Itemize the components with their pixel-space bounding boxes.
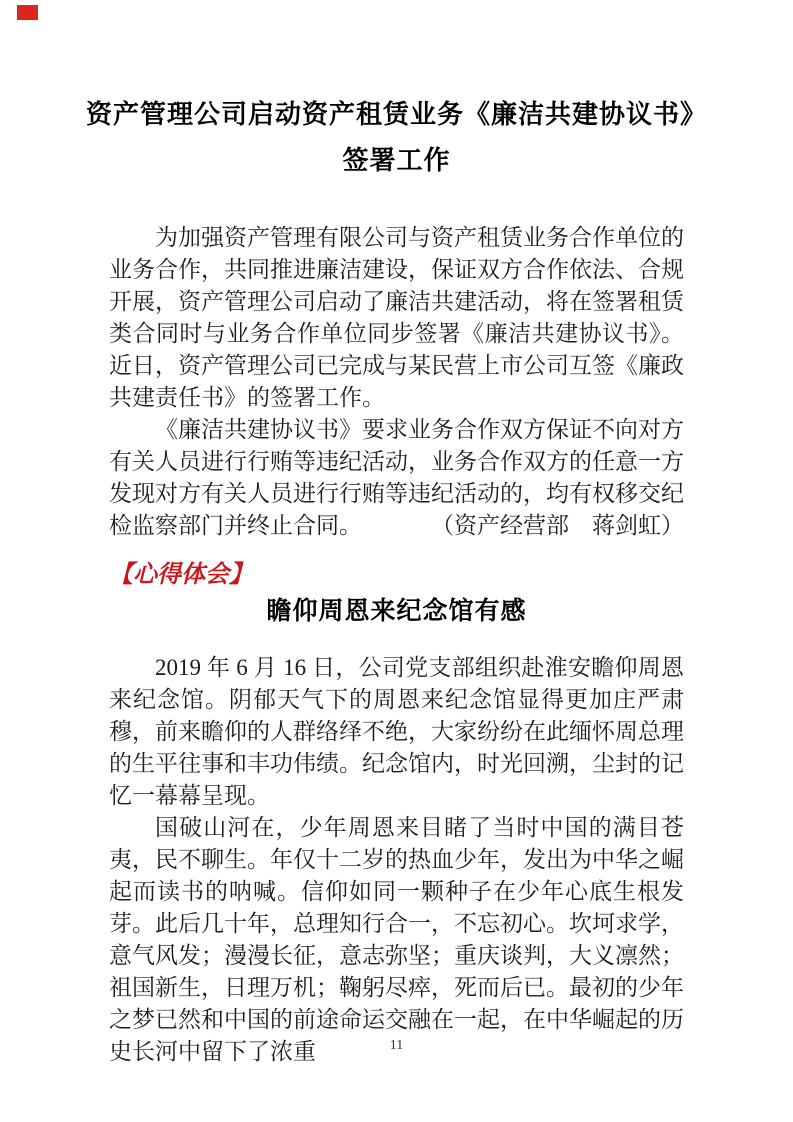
section-paragraph-1: [109, 652, 684, 812]
paragraph-text: 为加强资产管理有限公司与资产租赁业务合作单位的业务合作，共同推进廉洁建设，保证双方合作依法、合规开展，资产管理公司启动了廉洁共建活动，将在签署租赁类合同时与业务合作单位同步签署《廉洁共建协议书》。近日，资产管理公司已完成与某民营上市公司互签《廉政共建责任书》的签署工作。: [109, 225, 684, 410]
paragraph-text: 国破山河在，少年周恩来目睹了当时中国的满目苍夷，民不聊生。年仅十二岁的热血少年，发出为中华之崛起而读书的呐喊。信仰如同一颗种子在少年心底生根发芽。此后几十年，总理知行合一，不忘初心。坎坷求学，意气风发；漫漫长征，意志弥坚；重庆谈判，大义凛然；祖国新生，日理万机；鞠躬尽瘁，死而后已。最初的少年之梦已然和中国的前途命运交融在一起，在中华崛起的历史长河中留下了浓重: [109, 815, 684, 1064]
page-content: [109, 222, 684, 1068]
article-title-line-2: 签署工作: [342, 146, 451, 175]
section-marker: 【心得体会】: [109, 562, 253, 588]
article-title: [60, 92, 733, 184]
paragraph-text: 2019 年 6 月 16 日，公司党支部组织赴淮安瞻仰周恩来纪念馆。阴郁天气下的周恩来纪念馆显得更加庄严肃穆，前来瞻仰的人群络绎不绝，大家纷纷在此缅怀周总理的生平往事和丰功伟绩。纪念馆内，时光回溯，尘封的记忆一幕幕呈现。: [109, 655, 684, 808]
section-paragraph-2: [109, 812, 684, 1068]
article-paragraph-1: [109, 222, 684, 414]
red-corner-mark: [17, 5, 38, 20]
section-title: 瞻仰周恩来纪念馆有感: [266, 598, 527, 625]
article-paragraph-2: [109, 414, 684, 542]
article-attribution: （资产经营部 蒋剑虹）: [431, 513, 684, 538]
page-number: 11: [389, 1038, 404, 1053]
paragraph-text: 《廉洁共建协议书》要求业务合作双方保证不向对方有关人员进行行贿等违纪活动，业务合作双方的任意一方发现对方有关人员进行行贿等违纪活动的，均有权移交纪检监察部门并终止合同。: [109, 417, 684, 538]
article-title-line-1: 资产管理公司启动资产租赁业务《廉洁共建协议书》: [85, 100, 707, 129]
